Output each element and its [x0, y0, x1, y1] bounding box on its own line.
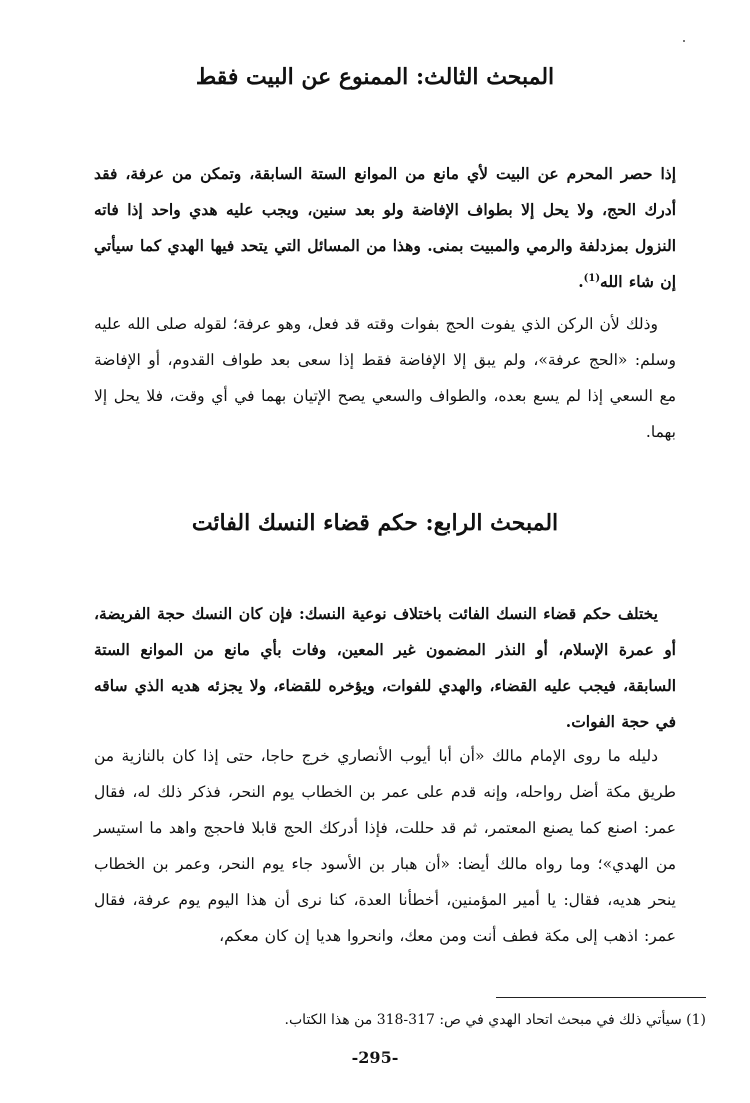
- section-3-heading: المبحث الثالث: الممنوع عن البيت فقط: [195, 64, 555, 90]
- footnote-ref-1[interactable]: (1): [583, 272, 601, 284]
- paragraph-evidence-4: دليله ما روى الإمام مالك «أن أبا أيوب الأنصاري خرج حاجا، حتى إذا كان بالنازية من طريق مكة أضل رواحله، وإنه قدم على عمر بن الخطاب يوم النحر، فذكر ذلك له، فقال عمر: اصنع كما يصنع المعتمر، ثم قد حللت، فإذا أدركك الحج قابلا فاحجج واهد ما استيسر من الهدي»؛ وما رواه مالك أيضا: «أن هبار بن الأسود جاء يوم النحر، وعمر بن الخطاب ينحر هديه، فقال: يا أمير المؤمنين، أخطأنا العدة، كنا نرى أن هذا اليوم يوم عرفة، فقال عمر: اذهب إلى مكة فطف أنت ومن معك، وانحروا هديا إن كان معكم،: [94, 747, 676, 945]
- paragraph-ruling-3: [94, 156, 676, 300]
- scan-speck: [683, 40, 685, 42]
- footnote-divider: [496, 997, 706, 998]
- paragraph-ruling-3-end: .: [578, 272, 584, 291]
- section-4-heading: المبحث الرابع: حكم قضاء النسك الفائت: [191, 510, 559, 536]
- paragraph-evidence-3: وذلك لأن الركن الذي يفوت الحج بفوات وقته قد فعل، وهو عرفة؛ لقوله صلى الله عليه وسلم: «الحج عرفة»، ولم يبق إلا الإفاضة فقط إذا سعى بعد طواف القدوم، أو الإفاضة مع السعي إذا لم يسع بعده، والطواف والسعي يصح الإتيان بهما في أي وقت، فلا يحل إلا بهما.: [94, 315, 676, 441]
- page-number: -295-: [351, 1048, 399, 1067]
- footnote-1: (1) سيأتي ذلك في مبحث اتحاد الهدي في ص: 317-318 من هذا الكتاب.: [284, 1012, 706, 1028]
- paragraph-ruling-3-text: إذا حصر المحرم عن البيت لأي مانع من الموانع الستة السابقة، وتمكن من عرفة، فقد أدرك الحج، ولا يحل إلا بطواف الإفاضة ولو بعد سنين، ويجب عليه هدي واحد إذا فاته النزول بمزدلفة والرمي والمبيت بمنى. وهذا من المسائل التي يتحد فيها الهدي كما سيأتي إن شاء الله: [94, 164, 676, 291]
- paragraph-ruling-4: يختلف حكم قضاء النسك الفائت باختلاف نوعية النسك: فإن كان النسك حجة الفريضة، أو عمرة الإسلام، أو النذر المضمون غير المعين، وفات بأي مانع من الموانع الستة السابقة، فيجب عليه القضاء، والهدي للفوات، ويؤخره للقضاء، ولا يجزئه هديه الذي ساقه في حجة الفوات.: [94, 604, 676, 731]
